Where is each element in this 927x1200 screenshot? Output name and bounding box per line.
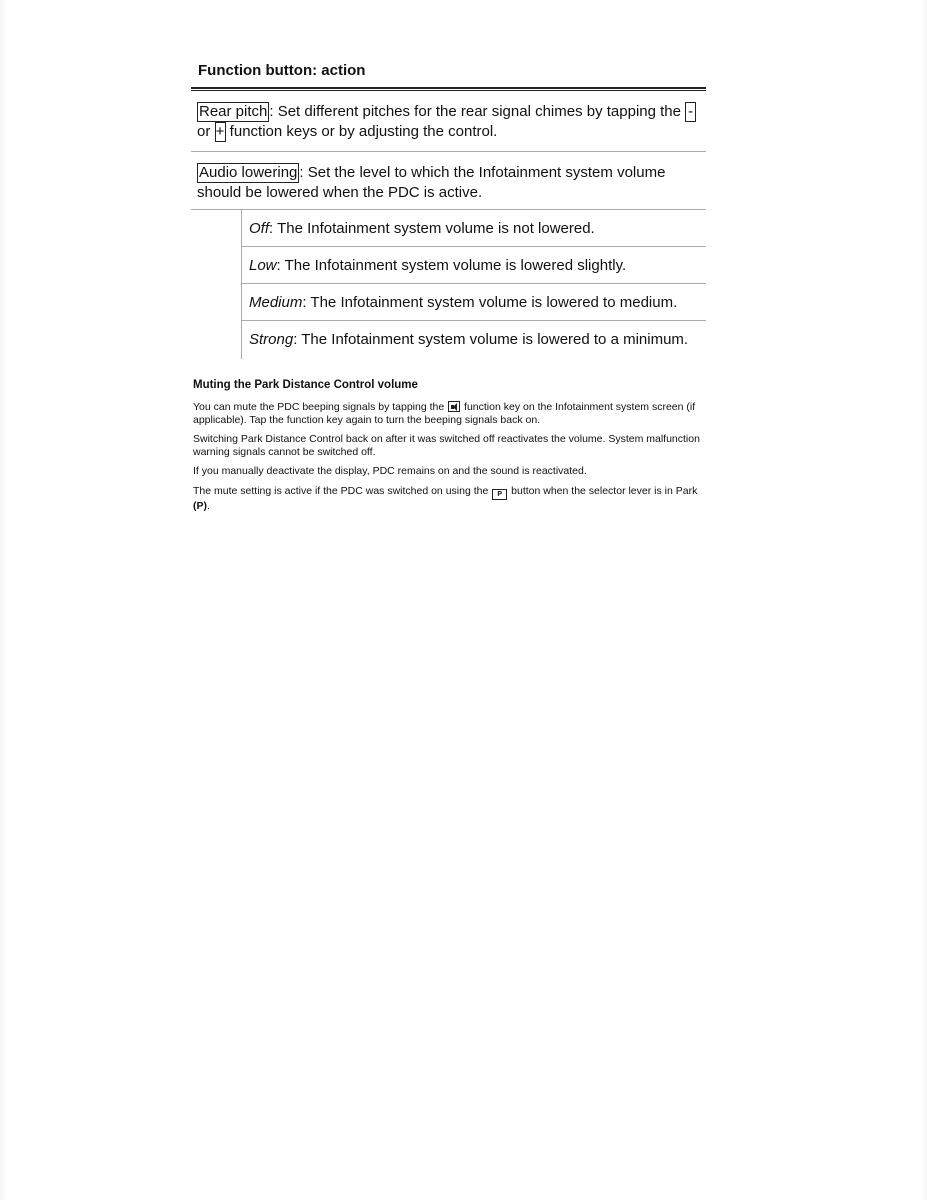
p4-text-c: . (207, 500, 210, 512)
speaker-mute-icon (448, 401, 460, 412)
row-divider (191, 209, 706, 210)
plus-key: + (215, 123, 225, 140)
paragraph-reactivate: Switching Park Distance Control back on after it was switched off reactivates the volume. System malfunction warning signals cannot be switched off. (193, 433, 700, 458)
page-edge-left (0, 0, 8, 1200)
row-divider (191, 151, 706, 152)
option-text: : The Infotainment system volume is not lowered. (269, 220, 595, 237)
option-label: Medium (249, 294, 303, 311)
minus-key: - (685, 102, 696, 122)
option-divider (241, 246, 706, 247)
option-label: Low (249, 257, 277, 274)
rear-pitch-text-c: function keys or by adjusting the control. (225, 123, 498, 140)
option-label: Strong (249, 331, 294, 348)
option-medium (249, 293, 704, 313)
option-text: : The Infotainment system volume is lowered slightly. (276, 257, 627, 274)
option-divider (241, 283, 706, 284)
section-title: Muting the Park Distance Control volume (193, 379, 418, 391)
option-divider (241, 320, 706, 321)
p4-text-a: The mute setting is active if the PDC was switched on using the (193, 485, 492, 497)
p4-text-b: button when the selector lever is in Park (508, 485, 698, 497)
sub-options-indent-line (241, 209, 242, 359)
rear-pitch-key: Rear pitch (199, 103, 268, 120)
page-edge-right (921, 0, 927, 1200)
header-rule (191, 87, 706, 91)
option-off (249, 219, 704, 239)
paragraph-mute (193, 401, 705, 427)
audio-lowering-text: : Set the level to which the Infotainment system volume should be lowered when the PDC is active. (197, 164, 666, 201)
park-gear-label: (P) (193, 500, 207, 512)
rear-pitch-text-b: or (197, 123, 215, 140)
table-row-rear-pitch (191, 102, 706, 142)
option-text: : The Infotainment system volume is lowered to a minimum. (293, 331, 689, 348)
pdc-button-icon: P (492, 489, 507, 500)
audio-lowering-key: Audio lowering (199, 164, 298, 181)
option-strong (249, 330, 704, 350)
table-row-audio-lowering (191, 163, 706, 203)
rear-pitch-text-a: : Set different pitches for the rear signal chimes by tapping the (269, 103, 686, 120)
p1-text-a: You can mute the PDC beeping signals by tapping the (193, 401, 448, 413)
option-label: Off (249, 220, 270, 237)
p1-text-b: function key on the Infotainment system screen (if applicable). Tap the function key again to turn the beeping signals back on. (193, 401, 696, 426)
option-low (249, 256, 704, 276)
option-text: : The Infotainment system volume is lowered to medium. (302, 294, 678, 311)
paragraph-park (193, 485, 705, 513)
table-header: Function button: action (198, 62, 366, 79)
paragraph-display: If you manually deactivate the display, PDC remains on and the sound is reactivated. (193, 465, 587, 477)
